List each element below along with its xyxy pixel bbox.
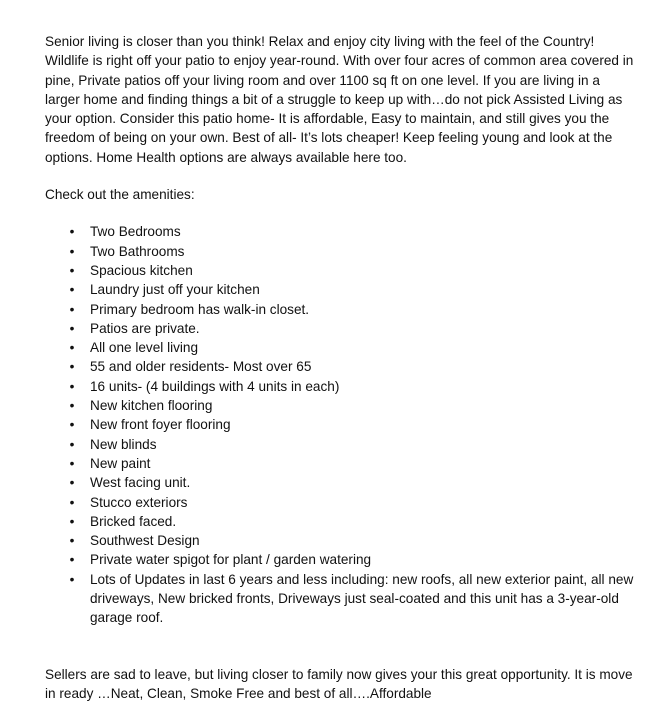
bullet-icon: •	[69, 301, 75, 317]
amenity-text: 16 units- (4 buildings with 4 units in each)	[90, 378, 340, 394]
amenity-list-item	[45, 415, 635, 434]
intro-paragraph: Senior living is closer than you think! Relax and enjoy city living with the feel of the Country! Wildlife is right off your patio to enjoy year-round. With over four acres of common area covered in pine, Private patios off your living room and over 1100 sq ft on one level. If you are living in a larger home and finding things a bit of a struggle to keep up with…do not pick Assisted Living as your option. Consider this patio home- It is affordable, Easy to maintain, and still gives you the freedom of being on your own. Best of all- It’s lots cheaper! Keep feeling young and look at the options. Home Health options are always available here too.	[45, 34, 634, 165]
amenity-list-item	[45, 377, 635, 396]
amenity-list-item	[45, 319, 635, 338]
amenity-text: Primary bedroom has walk-in closet.	[90, 301, 310, 317]
bullet-icon: •	[69, 436, 75, 452]
amenity-list-item	[45, 357, 635, 376]
amenity-list-item	[45, 454, 635, 473]
amenity-text: New blinds	[90, 436, 157, 452]
bullet-icon: •	[69, 320, 75, 336]
amenity-list-item	[45, 493, 635, 512]
amenity-text: Spacious kitchen	[90, 262, 193, 278]
bullet-icon: •	[69, 455, 75, 471]
amenity-list-item	[45, 435, 635, 454]
amenity-text: New front foyer flooring	[90, 417, 231, 433]
amenities-list	[45, 222, 635, 627]
amenity-list-item	[45, 280, 635, 299]
amenity-text: New kitchen flooring	[90, 398, 213, 414]
amenity-list-item	[45, 242, 635, 261]
bullet-icon: •	[69, 571, 75, 587]
amenities-heading: Check out the amenities:	[45, 187, 195, 203]
amenity-list-item	[45, 531, 635, 550]
amenity-text: Bricked faced.	[90, 513, 177, 529]
amenity-text: Southwest Design	[90, 533, 200, 549]
bullet-icon: •	[69, 378, 75, 394]
bullet-icon: •	[69, 340, 75, 356]
bullet-icon: •	[69, 398, 75, 414]
amenity-text: Patios are private.	[90, 320, 200, 336]
closing-paragraph: Sellers are sad to leave, but living closer to family now gives your this great opportunity. It is move in ready …Neat, Clean, Smoke Free and best of all….Affordable	[45, 666, 633, 701]
bullet-icon: •	[69, 359, 75, 375]
amenity-text: Two Bathrooms	[90, 243, 185, 259]
amenity-text: Two Bedrooms	[90, 224, 181, 240]
document-page	[45, 32, 635, 703]
amenity-list-item	[45, 261, 635, 280]
bullet-icon: •	[69, 417, 75, 433]
bullet-icon: •	[69, 513, 75, 529]
amenity-list-item	[45, 338, 635, 357]
amenity-list-item	[45, 512, 635, 531]
amenity-text: Stucco exteriors	[90, 494, 188, 510]
bullet-icon: •	[69, 494, 75, 510]
bullet-icon: •	[69, 475, 75, 491]
bullet-icon: •	[69, 552, 75, 568]
amenity-list-item	[45, 396, 635, 415]
amenity-list-item	[45, 222, 635, 241]
bullet-icon: •	[69, 243, 75, 259]
amenity-text: All one level living	[90, 340, 199, 356]
amenity-list-item	[45, 300, 635, 319]
bullet-icon: •	[69, 262, 75, 278]
amenity-text: New paint	[90, 455, 151, 471]
amenity-text: Private water spigot for plant / garden watering	[90, 552, 372, 568]
bullet-icon: •	[69, 282, 75, 298]
amenity-text: West facing unit.	[90, 475, 191, 491]
amenity-list-item	[45, 473, 635, 492]
amenity-list-item	[45, 570, 635, 628]
amenity-list-item	[45, 550, 635, 569]
amenity-text: Lots of Updates in last 6 years and less including: new roofs, all new exterior paint, all new driveways, New bricked fronts, Driveways just seal-coated and this unit has a 3-year-old garage roof.	[90, 571, 634, 626]
bullet-icon: •	[69, 533, 75, 549]
bullet-icon: •	[69, 224, 75, 240]
amenity-text: 55 and older residents- Most over 65	[90, 359, 312, 375]
amenity-text: Laundry just off your kitchen	[90, 282, 260, 298]
